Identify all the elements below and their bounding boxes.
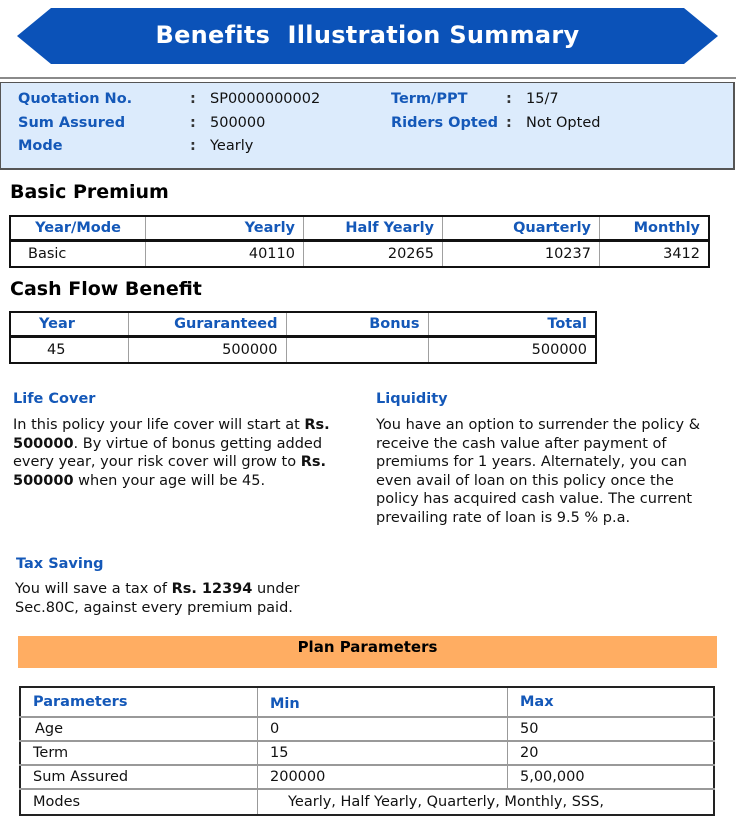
amount: Rs. 12394 <box>171 581 253 597</box>
amount: Rs. 500000 <box>13 454 327 489</box>
quotation-info-box <box>0 82 735 170</box>
info-row-mode <box>1 136 731 156</box>
basic-premium-table <box>9 215 710 268</box>
cell <box>286 337 428 364</box>
cell: 200000 <box>258 765 508 789</box>
text: You will save a tax of <box>15 581 172 597</box>
table-header-row <box>10 312 596 337</box>
riders-value: Not Opted <box>526 115 601 131</box>
col-header: Yearly <box>146 216 304 241</box>
sum-assured-value: 500000 <box>210 115 266 131</box>
title-banner <box>17 8 718 64</box>
amount: Rs. 500000 <box>13 417 330 452</box>
text: . By virtue of bonus getting added every year, your risk cover will grow to <box>13 435 323 470</box>
life-cover-text <box>13 416 333 490</box>
cell: 45 <box>10 337 128 364</box>
col-header: Half Yearly <box>304 216 443 241</box>
table-row <box>10 241 709 268</box>
cell: 5,00,000 <box>508 765 715 789</box>
term-label: Term/PPT <box>391 91 468 107</box>
col-header: Parameters <box>20 687 258 717</box>
col-header: Monthly <box>600 216 710 241</box>
col-header: Min <box>258 687 508 717</box>
sum-assured-label: Sum Assured <box>18 115 126 131</box>
cell: 40110 <box>146 241 304 268</box>
tax-saving-text <box>15 580 335 617</box>
cell: 500000 <box>428 337 596 364</box>
table-row <box>20 717 714 741</box>
cell: 10237 <box>443 241 600 268</box>
cell: Basic <box>10 241 146 268</box>
cell: 50 <box>508 717 715 741</box>
text: when your age will be 45. <box>73 472 266 489</box>
cell: 500000 <box>128 337 286 364</box>
table-row <box>20 765 714 789</box>
plan-parameters-header: Plan Parameters <box>18 636 717 668</box>
cell: Sum Assured <box>20 765 258 789</box>
table-row <box>20 741 714 765</box>
cash-flow-title: Cash Flow Benefit <box>10 278 202 300</box>
colon: : <box>506 91 512 107</box>
table-row <box>10 337 596 364</box>
cell: 20265 <box>304 241 443 268</box>
mode-label: Mode <box>18 138 63 154</box>
col-header: Year <box>10 312 128 337</box>
info-row-sum <box>1 113 731 133</box>
riders-label: Riders Opted <box>391 115 499 131</box>
table-header-row <box>20 687 714 717</box>
cell: Yearly, Half Yearly, Quarterly, Monthly, SSS, <box>258 789 715 815</box>
divider <box>0 77 736 79</box>
colon: : <box>190 138 196 154</box>
colon: : <box>190 91 196 107</box>
colon: : <box>190 115 196 131</box>
term-value: 15/7 <box>526 91 559 107</box>
col-header: Bonus <box>286 312 428 337</box>
quotation-value: SP0000000002 <box>210 91 321 107</box>
cell: 15 <box>258 741 508 765</box>
text: In this policy your life cover will start at <box>13 417 305 433</box>
table-row <box>20 789 714 815</box>
col-header: Year/Mode <box>10 216 146 241</box>
liquidity-text: You have an option to surrender the policy & receive the cash value after payment of premiums for 1 years. Alternately, you can even avail of loan on this policy once the policy has acquired cash value. The current prevailing rate of loan is 9.5 % p.a. <box>376 417 701 526</box>
col-header: Max <box>508 687 715 717</box>
page-title: Benefits Illustration Summary <box>155 21 580 49</box>
col-header: Total <box>428 312 596 337</box>
mode-value: Yearly <box>210 138 254 154</box>
plan-parameters-table <box>19 686 715 816</box>
col-header: Quarterly <box>443 216 600 241</box>
cell: Term <box>20 741 258 765</box>
cell: 3412 <box>600 241 710 268</box>
cell: 20 <box>508 741 715 765</box>
info-row-quotation <box>1 89 731 109</box>
col-header: Guraranteed <box>128 312 286 337</box>
table-header-row <box>10 216 709 241</box>
cell: Modes <box>20 789 258 815</box>
cash-flow-table <box>9 311 597 364</box>
life-cover-title: Life Cover <box>13 391 96 407</box>
quotation-label: Quotation No. <box>18 91 133 107</box>
text: under Sec.80C, against every premium paid. <box>15 581 300 616</box>
basic-premium-title: Basic Premium <box>10 181 169 203</box>
cell: 0 <box>258 717 508 741</box>
colon: : <box>506 115 512 131</box>
liquidity-title: Liquidity <box>376 391 448 407</box>
tax-saving-title: Tax Saving <box>16 556 104 572</box>
cell: Age <box>20 717 258 741</box>
